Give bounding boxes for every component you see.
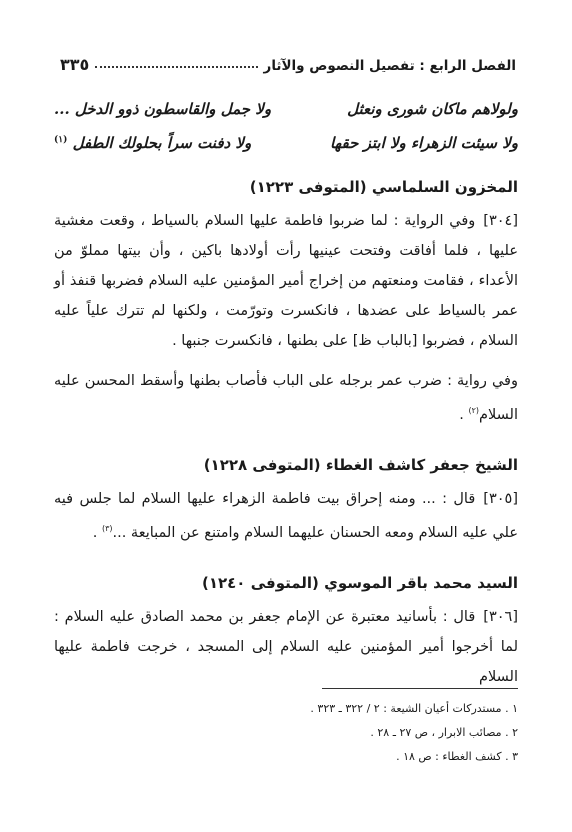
footnote-separator [322, 688, 518, 689]
footnote-3: ٣ . كشف الغطاء : ص ١٨ . [396, 750, 518, 763]
footnote-marker-2: (٢) [468, 406, 479, 415]
running-header [60, 50, 516, 74]
paragraph-306-text: قال : بأسانيد معتبرة عن الإمام جعفر بن محمد الصادق عليه السلام : لما أخرجوا أمير المؤمنين عليه السلام إلى المسجد ، خرجت فاطمة عليها السلام [54, 609, 518, 685]
paragraph-304-continued: وفي رواية : ضرب عمر برجله على الباب فأصاب بطنها وأسقط المحسن عليه السلام$^{(٢)}$ . [54, 373, 518, 423]
poem-verse-2 [54, 126, 518, 160]
header-leader-dots [95, 66, 257, 68]
footnote-marker-3: (٣) [101, 524, 113, 533]
section-heading-306: السيد محمد باقر الموسوي (المتوفى ١٢٤٠) [201, 574, 518, 592]
footnotes [200, 697, 518, 769]
poem-block [54, 92, 518, 160]
paragraph-304 [54, 206, 518, 356]
entry-number-304: [٣٠٤] [483, 213, 518, 229]
verse-1-second-hemistich: ولا جمل والقاسطون ذوو الدخل ... [54, 100, 272, 118]
chapter-title: الفصل الرابع : تفصيل النصوص والآثار [263, 58, 516, 74]
verse-2-first-hemistich: ولا سيئت الزهراء ولا ابتز حقها [330, 134, 518, 152]
entry-number-305: [٣٠٥] [483, 491, 518, 507]
paragraph-305-text: قال : ... ومنه إحراق بيت فاطمة الزهراء عليها السلام لما جلس فيه علي عليه السلام ومعه الحسنان عليهما السلام وامتنع عن المبايعة ... [54, 491, 518, 541]
verse-2-second-hemistich: ولا دفنت سراً بحلولك الطفل $^{(١)}$ [54, 134, 252, 152]
page-number: ٣٣٥ [60, 55, 90, 74]
section-heading-304: المخزون السلماسي (المتوفى ١٢٢٣) [249, 178, 518, 196]
entry-number-306: [٣٠٦] [483, 609, 518, 625]
paragraph-305: [٣٠٥]قال : ... ومنه إحراق بيت فاطمة الزهراء عليها السلام لما جلس فيه علي عليه السلام ومعه الحسنان عليهما السلام وامتنع عن المبايعة ...$^{(٣)}$ . [54, 491, 518, 541]
paragraph-304-continued-text: وفي رواية : ضرب عمر برجله على الباب فأصاب بطنها وأسقط المحسن عليه السلام [54, 373, 518, 423]
paragraph-304-text: وفي الرواية : لما ضربوا فاطمة عليها السلام بالسياط ، وقعت مغشية عليها ، فلما أفاقت وفتحت عينيها رأت أولادها باكين ، وأن بيتها مملوّ من الأعداء ، فقامت ومنعتهم من إخراج أمير المؤمنين عليه السلام فضربها قنفذ أو عمر بالسياط على عضدها ، فانكسرت وتورّمت ، ولكنها لم تترك علياً عليه السلام ، فضربوا [بالباب ظ] على بطنها ، فانكسرت جنبها . [54, 213, 518, 349]
verse-1-first-hemistich: ولولاهم ماكان شورى ونعثل [347, 100, 518, 118]
paragraph-306 [54, 602, 518, 692]
poem-verse-1 [54, 92, 518, 126]
section-heading-305: الشيخ جعفر كاشف الغطاء (المتوفى ١٢٢٨) [203, 456, 518, 474]
footnote-2: ٢ . مصائب الابرار ، ص ٢٧ ـ ٢٨ . [370, 726, 518, 739]
footnote-1: ١ . مستدركات أعيان الشيعة : ٢ / ٣٢٢ ـ ٣٢٣ . [310, 702, 518, 715]
footnote-marker-1: (١) [54, 135, 68, 145]
